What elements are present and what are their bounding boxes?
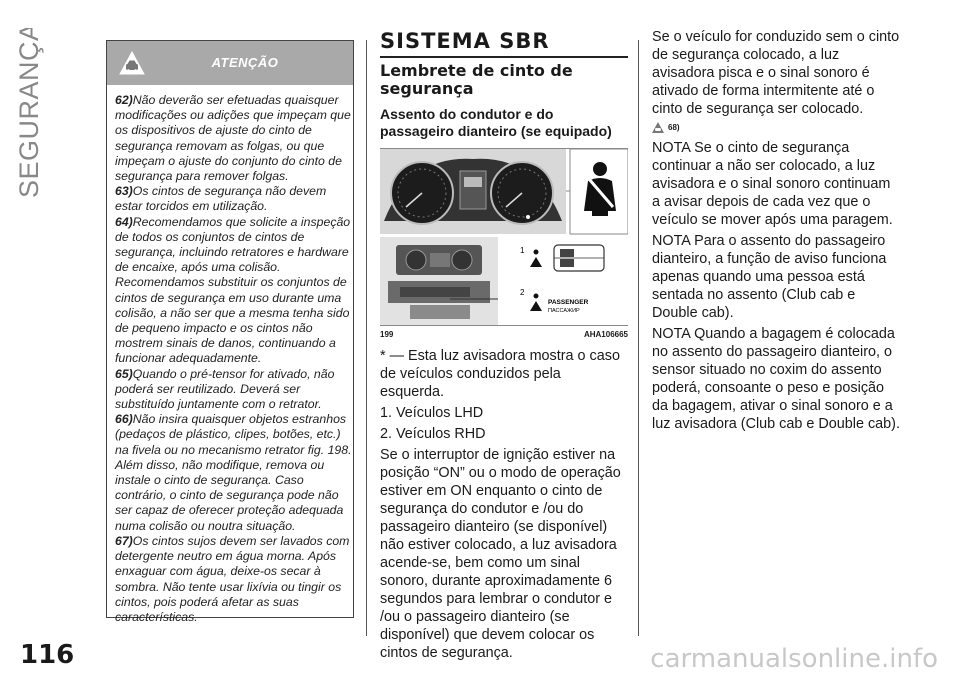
- warning-reference: [652, 122, 902, 133]
- sbr-indicator-dot: [526, 215, 530, 219]
- section-subtitle: Lembrete de cinto de segurança: [380, 61, 573, 98]
- warning-item-number: 62): [115, 93, 133, 107]
- warning-triangle-icon: [652, 122, 664, 133]
- side-label-svg: [8, 28, 48, 198]
- body-paragraph: Se o veículo for conduzido sem o cinto de segurança colocado, a luz avisadora pisca e o sinal sonoro é ativado de forma intermitente até o cinto de segurança ser colocado.: [652, 29, 900, 117]
- figure-199: [380, 148, 628, 326]
- warning-item: [115, 93, 353, 184]
- warning-reference-number: 68): [668, 123, 680, 132]
- warning-item-number: 63): [115, 184, 133, 199]
- note-paragraph: NOTA Para o assento do passageiro dianteiro, a função de aviso funciona apenas quando uma pessoa está sentada no assento (Club cab e Double cab).: [652, 233, 887, 321]
- warning-item: [115, 412, 353, 534]
- body-paragraph: * — Esta luz avisadora mostra o caso de veículos conduzidos pela esquerda.: [380, 348, 620, 400]
- figure-label-2: 2: [520, 288, 525, 297]
- column-divider: [366, 40, 367, 636]
- right-column: [652, 28, 902, 433]
- section-title: SISTEMA SBR: [380, 29, 550, 53]
- body-paragraph: Se o interruptor de ignição estiver na posição “ON” ou o modo de operação estiver em ON enquanto o cinto de segurança do condutor e /ou do passageiro dianteiro (se disponível) não estiver colocado, a luz avisadora acende-se, bem como um sinal sonoro, durante aproximadamente 6 segundos para lembrar o condutor e /ou o passageiro dianteiro (se disponível) que devem colocar os cintos de segurança.: [380, 447, 621, 661]
- warning-box: [106, 40, 354, 624]
- warning-item: [115, 534, 353, 625]
- note-paragraph: NOTA Se o cinto de segurança continuar a não ser colocado, a luz avisadora e o sinal sonoro continuam a avisar depois de cada vez que o veículo se mover após uma paragem.: [652, 140, 893, 228]
- side-label-text: SEGURANÇA: [14, 28, 44, 198]
- warning-item-text: Os cintos sujos devem ser lavados com detergente neutro em água morna. Após enxaguar com água, deixe-os secar à sombra. Não tente usar lixívia ou tingir os cintos, pois poderá afetar as suas características.: [115, 533, 350, 624]
- figure-label-1: 1: [520, 246, 525, 255]
- dashboard-illustration: [380, 149, 628, 325]
- body-paragraph: 1. Veículos LHD: [380, 405, 484, 421]
- warning-item: [115, 215, 353, 367]
- section-title-rule: [380, 56, 628, 58]
- figure-caption: [380, 330, 628, 339]
- warning-item: [115, 367, 353, 413]
- note-paragraph: NOTA Quando a bagagem é colocada no assento do passageiro dianteiro, o sensor situado no coxim do assento poderá, consoante o peso e posição da bagagem, ativar o sinal sonoro e a luz avisadora (Club cab e Double cab).: [652, 326, 900, 432]
- warning-item: [115, 184, 353, 214]
- watermark: carmanualsonline.info: [650, 644, 938, 674]
- warning-item-number: 64): [115, 214, 133, 229]
- warning-item-number: 65): [115, 366, 133, 381]
- page-number: 116: [20, 640, 75, 670]
- passenger-label: PASSENGER: [548, 299, 589, 306]
- warning-item-text: Quando o pré-tensor for ativado, não poderá ser reutilizado. Deverá ser substituído juntamente com o retrator.: [115, 366, 335, 412]
- column-divider: [638, 40, 639, 636]
- figure-code: AHA106665: [583, 330, 628, 339]
- warning-item-number: 66): [115, 412, 133, 427]
- warning-item-text: Não insira quaisquer objetos estranhos (pedaços de plástico, clipes, botões, etc.) na fivela ou no mecanismo retrator fig. 198. Além disso, não modifique, remova ou instale o cinto de segurança. Caso contrário, o cinto de segurança pode não ser capaz de oferecer proteção adequada numa colisão ou noutra situação.: [115, 412, 352, 533]
- figure-number: 199: [380, 330, 394, 339]
- warning-body: [107, 85, 353, 625]
- warning-header: [107, 41, 353, 85]
- warning-item-text: Recomendamos que solicite a inspeção de todos os conjuntos de cintos de segurança, incluindo retratores e hardware de encaixe, após uma colisão. Recomendamos substituir os conjuntos de cintos de segurança em uso durante uma colisão, a não ser que a mesma tenha sido de pequeno impacto e os cintos não mostrem sinais de danos, continuando a funcionar adequadamente.: [115, 214, 351, 366]
- warning-item-number: 67): [115, 533, 133, 548]
- warning-item-text: Os cintos de segurança não devem estar torcidos em utilização.: [115, 184, 327, 214]
- main-column: [380, 28, 628, 662]
- body-paragraph: 2. Veículos RHD: [380, 426, 486, 442]
- passenger-label-ru: ПАССАЖИР: [548, 308, 580, 314]
- section-side-label: [8, 28, 48, 198]
- warning-item-text: Não deverão ser efetuadas quaisquer modificações ou adições que impeçam que os dispositivos de ajuste do cinto de segurança removam as folgas, ou que impeçam o ajuste do conjunto do cinto de segurança para remover folgas.: [115, 93, 351, 184]
- warning-title: ATENÇÃO: [211, 55, 279, 70]
- section-subsubtitle: Assento do condutor e do passageiro dianteiro (se equipado): [380, 106, 612, 139]
